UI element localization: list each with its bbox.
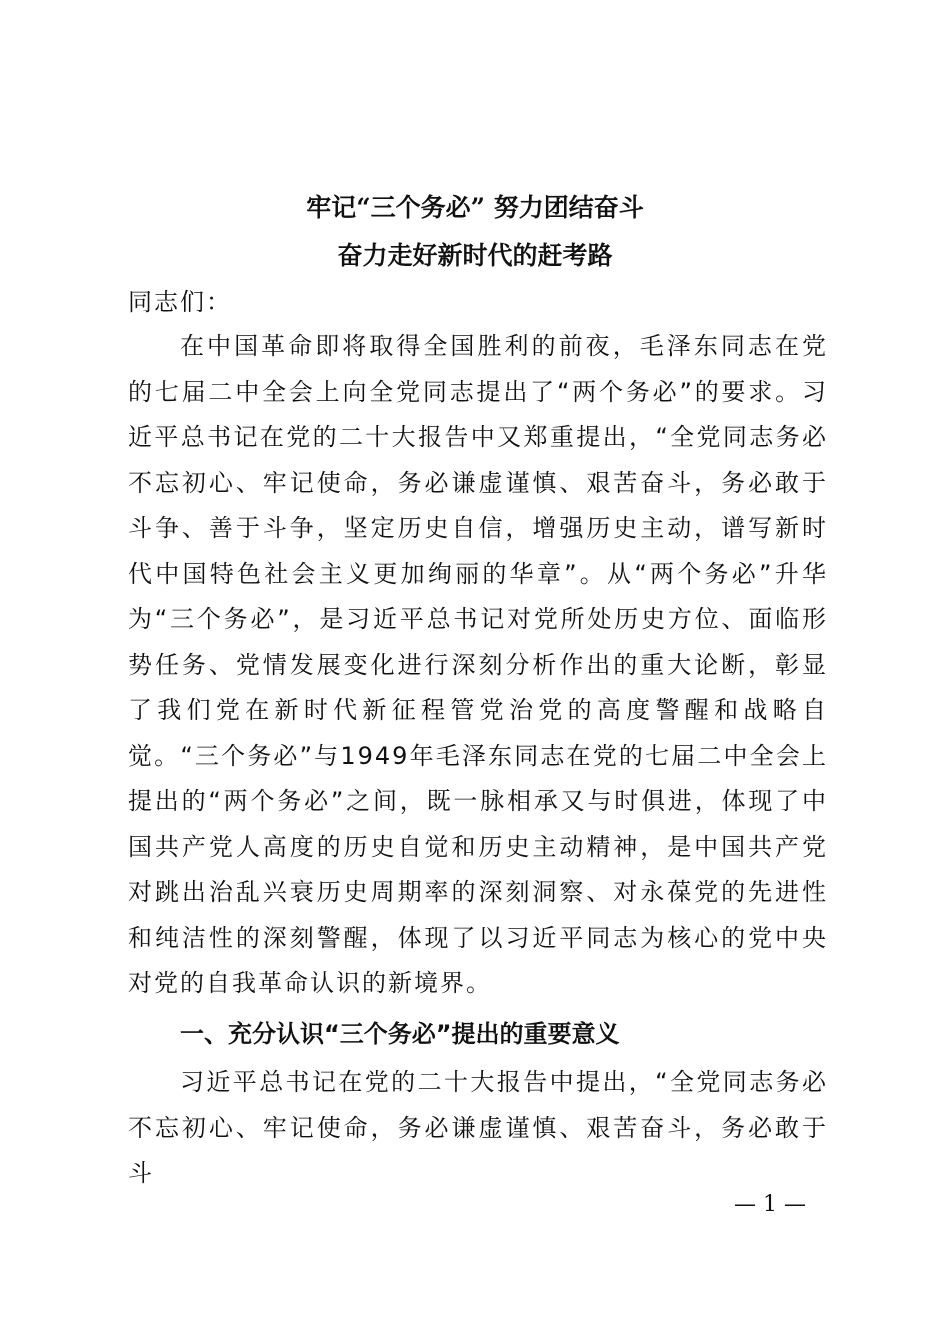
document-title-line-2: 奋力走好新时代的赶考路 — [337, 241, 613, 270]
body-paragraph-1: 在中国革命即将取得全国胜利的前夜，毛泽东同志在党的七届二中全会上向全党同志提出了“两个务必”的要求。习近平总书记在党的二十大报告中又郑重提出，“全党同志务必不忘初心、牢记使命，务必谦虚谨慎、艰苦奋斗，务必敢于斗争、善于斗争，坚定历史自信，增强历史主动，谱写新时代中国特色社会主义更加绚丽的华章”。从“两个务必”升华为“三个务必”，是习近平总书记对党所处历史方位、面临形势任务、党情发展变化进行深刻分析作出的重大论断，彰显了我们党在新时代新征程管党治党的高度警醒和战略自觉。“三个务必”与1949年毛泽东同志在党的七届二中全会上提出的“两个务必”之间，既一脉相承又与时俱进，体现了中国共产党人高度的历史自觉和历史主动精神，是中国共产党对跳出治乱兴衰历史周期率的深刻洞察、对永葆党的先进性和纯洁性的深刻警醒，体现了以习近平同志为核心的党中央对党的自我革命认识的新境界。 — [128, 332, 828, 997]
page-number: — 1 — — [734, 1192, 806, 1217]
salutation: 同志们： — [128, 288, 232, 316]
body-paragraph-2: 习近平总书记在党的二十大报告中提出，“全党同志务必不忘初心、牢记使命，务必谦虚谨慎、艰苦奋斗，务必敢于斗 — [128, 1068, 828, 1187]
section-heading-1: 一、充分认识“三个务必”提出的重要意义 — [180, 1020, 620, 1048]
document-title-line-1: 牢记“三个务必” 努力团结奋斗 — [306, 193, 644, 222]
